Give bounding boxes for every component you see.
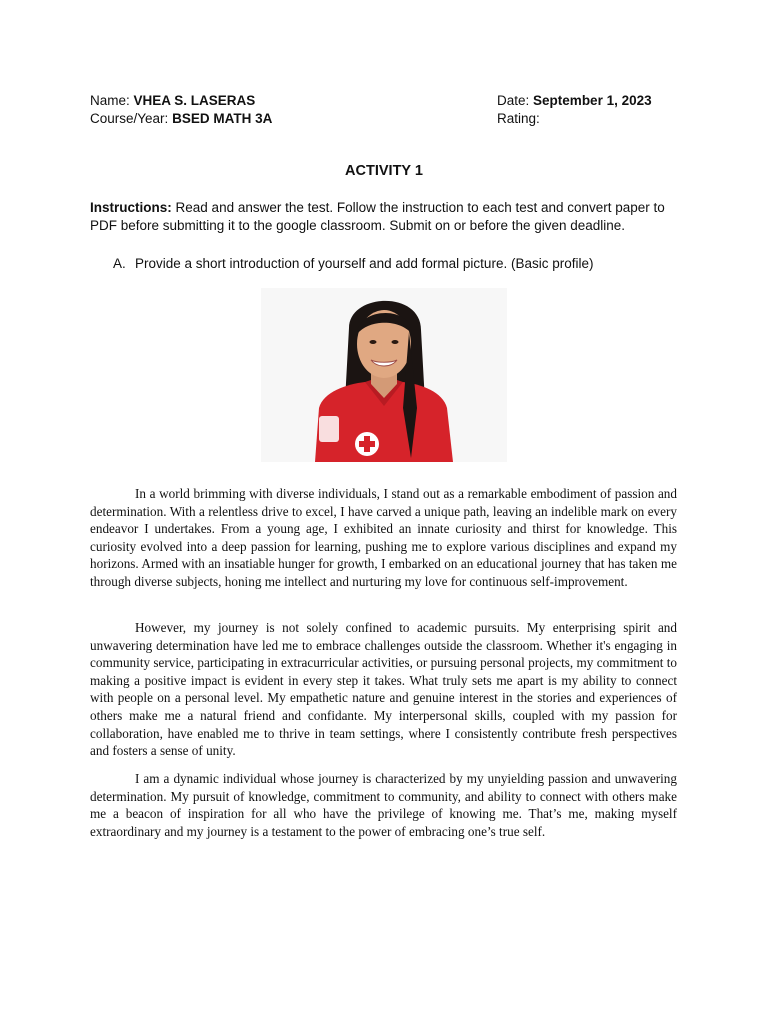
name-value: VHEA S. LASERAS (133, 93, 256, 108)
course-label: Course/Year: (90, 111, 169, 126)
name-label: Name: (90, 93, 130, 108)
date-value: September 1, 2023 (533, 93, 652, 108)
instructions-label: Instructions: (90, 200, 172, 215)
rating-label: Rating: (497, 111, 540, 126)
question-a (113, 255, 693, 273)
portrait-photo-icon (261, 288, 507, 462)
course-line (90, 110, 272, 128)
profile-photo (261, 288, 507, 462)
rating-line (497, 110, 540, 128)
course-value: BSED MATH 3A (172, 111, 273, 126)
instructions (90, 199, 680, 235)
question-a-text: Provide a short introduction of yourself and add formal picture. (Basic profile) (135, 256, 594, 271)
activity-title: ACTIVITY 1 (345, 163, 423, 179)
date-label: Date: (497, 93, 530, 108)
essay-paragraph-3: I am a dynamic individual whose journey is characterized by my unyielding passion and unwavering determination. My pursuit of knowledge, commitment to community, and ability to connect with others make me a beacon of inspiration for all who have the privilege of knowing me. That’s me, making myself extraordinary and my journey is a testament to the power of embracing one’s true self. (90, 771, 677, 839)
essay-paragraph-1: In a world brimming with diverse individuals, I stand out as a remarkable embodiment of passion and determination. With a relentless drive to excel, I have carved a unique path, leaving an indelible mark on every endeavor I undertakes. From a young age, I exhibited an innate curiosity and thirst for knowledge. This curiosity evolved into a deep passion for learning, pushing me to explore various disciplines and expand my horizons. Armed with an insatiable hunger for growth, I embarked on an educational journey that has taken me through diverse subjects, honing me intellect and nurturing my love for continuous self-improvement. (90, 486, 677, 589)
date-line (497, 92, 652, 110)
essay-paragraph-2: However, my journey is not solely confined to academic pursuits. My enterprising spirit and unwavering determination have led me to embrace challenges outside the classroom. Whether it's engaging in community service, participating in extracurricular activities, or pursuing personal projects, my commitment to making a positive impact is evident in every step it takes. What truly sets me apart is my ability to connect with people on a personal level. My empathetic nature and genuine interest in the stories and experiences of others make me a natural friend and confidante. My interpersonal skills, coupled with my passion for collaboration, have enabled me to thrive in team settings, where I consistently contribute fresh perspectives and fosters a sense of unity. (90, 620, 677, 759)
name-line (90, 92, 255, 110)
instructions-text: Read and answer the test. Follow the instruction to each test and convert paper to PDF before submitting it to the google classroom. Submit on or before the given deadline. (90, 200, 665, 233)
question-a-letter: A. (113, 256, 126, 271)
